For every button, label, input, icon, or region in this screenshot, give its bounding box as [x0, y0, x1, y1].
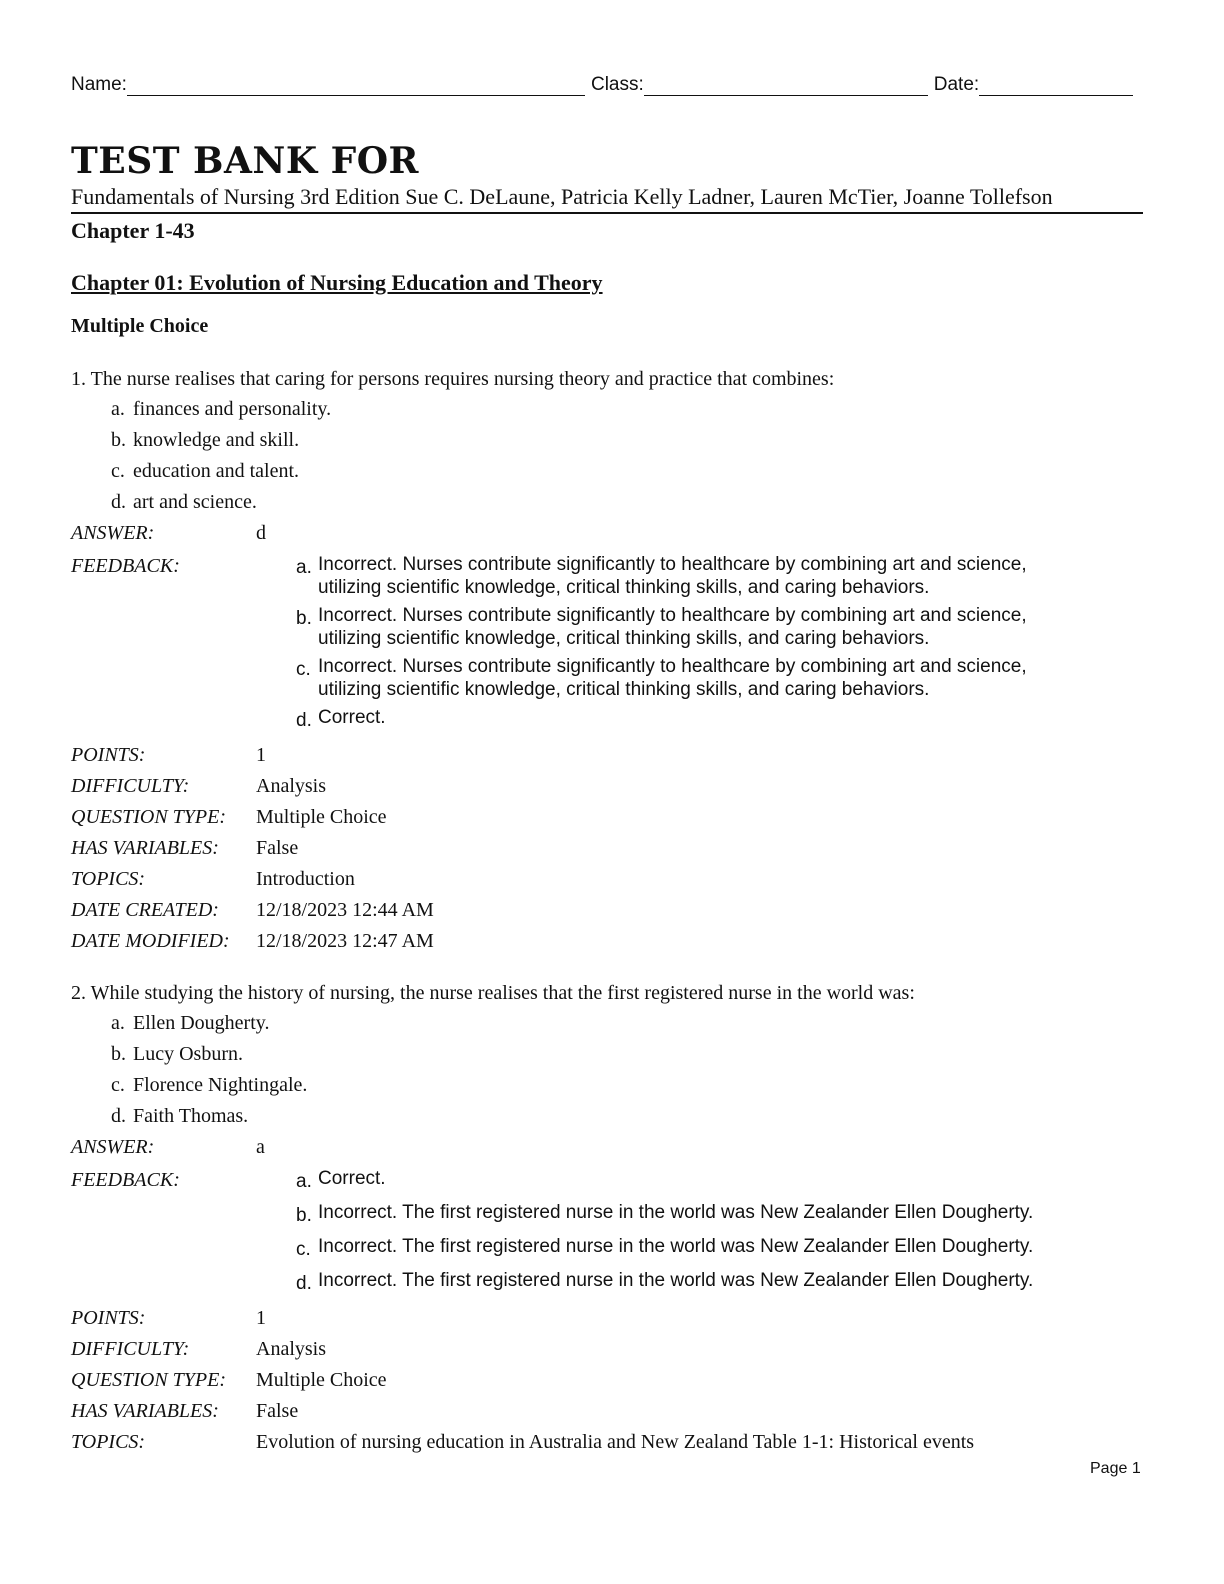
option-letter: c.	[111, 460, 125, 482]
points-label: POINTS:	[71, 1307, 146, 1329]
feedback-text: Incorrect. The first registered nurse in the world was New Zealander Ellen Dougherty.	[318, 1270, 1034, 1291]
feedback-item	[296, 706, 1068, 732]
feedback-text: Incorrect. The first registered nurse in the world was New Zealander Ellen Dougherty.	[318, 1202, 1034, 1223]
date-created-label: DATE CREATED:	[71, 899, 219, 921]
option-c	[71, 1072, 1151, 1103]
points-value: 1	[256, 744, 266, 766]
feedback-row	[71, 1167, 1151, 1295]
feedback-text: Incorrect. Nurses contribute significantly to healthcare by combining art and science, utilizing scientific knowledge, critical thinking skills, and caring behaviors.	[318, 554, 1027, 598]
difficulty-row	[71, 773, 1151, 804]
option-text: Florence Nightingale.	[133, 1074, 308, 1096]
question-stem: 2. While studying the history of nursing, the nurse realises that the first registered nurse in the world was:	[71, 982, 915, 1004]
option-text: art and science.	[133, 491, 257, 513]
feedback-letter: d.	[296, 710, 312, 731]
has-variables-value: False	[256, 1400, 299, 1422]
feedback-item	[296, 553, 1068, 599]
points-row	[71, 742, 1151, 773]
points-value: 1	[256, 1307, 266, 1329]
option-a	[71, 396, 1151, 427]
option-letter: c.	[111, 1074, 125, 1096]
option-letter: b.	[111, 1043, 126, 1065]
option-text: education and talent.	[133, 460, 300, 482]
date-modified-value: 12/18/2023 12:47 AM	[256, 930, 434, 952]
book-subtitle: Fundamentals of Nursing 3rd Edition Sue C. DeLaune, Patricia Kelly Ladner, Lauren McTier, Joanne Tollefson	[71, 184, 1143, 214]
date-label: Date:	[933, 74, 980, 95]
option-letter: d.	[111, 491, 126, 513]
chapter-title: Chapter 01: Evolution of Nursing Education and Theory	[71, 270, 603, 295]
option-text: knowledge and skill.	[133, 429, 300, 451]
option-b	[71, 427, 1151, 458]
date-field[interactable]	[979, 73, 1133, 96]
option-letter: a.	[111, 1012, 125, 1034]
feedback-item	[296, 655, 1068, 701]
feedback-item	[296, 1269, 1138, 1295]
question-type-label: QUESTION TYPE:	[71, 1369, 227, 1391]
points-row	[71, 1305, 1151, 1336]
option-d	[71, 1103, 1151, 1134]
class-label: Class:	[590, 74, 644, 95]
topics-value: Introduction	[256, 868, 355, 890]
topics-row	[71, 866, 1151, 897]
feedback-label: FEEDBACK:	[71, 1169, 180, 1191]
difficulty-row	[71, 1336, 1151, 1367]
topics-value: Evolution of nursing education in Australia and New Zealand Table 1-1: Historical events	[256, 1431, 975, 1453]
feedback-letter: c.	[296, 659, 311, 680]
has-variables-label: HAS VARIABLES:	[71, 837, 219, 859]
feedback-letter: a.	[296, 1171, 312, 1192]
answer-row	[71, 1134, 1151, 1165]
question-type-value: Multiple Choice	[256, 806, 387, 828]
option-text: Ellen Dougherty.	[133, 1012, 270, 1034]
feedback-letter: a.	[296, 557, 312, 578]
feedback-item	[296, 1201, 1138, 1227]
has-variables-row	[71, 835, 1151, 866]
date-created-value: 12/18/2023 12:44 AM	[256, 899, 434, 921]
difficulty-value: Analysis	[256, 1338, 326, 1360]
feedback-text: Correct.	[318, 1168, 386, 1189]
option-text: Lucy Osburn.	[133, 1043, 243, 1065]
date-modified-label: DATE MODIFIED:	[71, 930, 230, 952]
points-label: POINTS:	[71, 744, 146, 766]
question-type-value: Multiple Choice	[256, 1369, 387, 1391]
header-fields	[71, 70, 1141, 96]
question-2	[71, 980, 1151, 1460]
feedback-item	[296, 1167, 1138, 1193]
option-letter: a.	[111, 398, 125, 420]
feedback-list	[256, 553, 1068, 732]
name-label: Name:	[71, 74, 127, 95]
option-text: finances and personality.	[133, 398, 332, 420]
topics-label: TOPICS:	[71, 868, 146, 890]
feedback-text: Incorrect. Nurses contribute significantly to healthcare by combining art and science, utilizing scientific knowledge, critical thinking skills, and caring behaviors.	[318, 605, 1027, 649]
difficulty-label: DIFFICULTY:	[71, 775, 190, 797]
option-letter: b.	[111, 429, 126, 451]
option-c	[71, 458, 1151, 489]
option-d	[71, 489, 1151, 520]
answer-label: ANSWER:	[71, 1136, 155, 1158]
feedback-text: Incorrect. Nurses contribute significantly to healthcare by combining art and science, utilizing scientific knowledge, critical thinking skills, and caring behaviors.	[318, 656, 1027, 700]
has-variables-row	[71, 1398, 1151, 1429]
feedback-row	[71, 553, 1151, 732]
option-a	[71, 1010, 1151, 1041]
question-stem: 1. The nurse realises that caring for persons requires nursing theory and practice that combines:	[71, 368, 835, 390]
page-title: TEST BANK FOR	[71, 140, 419, 182]
feedback-letter: b.	[296, 608, 312, 629]
question-type-label: QUESTION TYPE:	[71, 806, 227, 828]
feedback-text: Incorrect. The first registered nurse in the world was New Zealander Ellen Dougherty.	[318, 1236, 1034, 1257]
has-variables-value: False	[256, 837, 299, 859]
class-field[interactable]	[644, 73, 928, 96]
date-created-row	[71, 897, 1151, 928]
option-letter: d.	[111, 1105, 126, 1127]
difficulty-value: Analysis	[256, 775, 326, 797]
answer-value: a	[256, 1136, 265, 1158]
chapter-range: Chapter 1-43	[71, 218, 195, 243]
feedback-label: FEEDBACK:	[71, 555, 180, 577]
topics-label: TOPICS:	[71, 1431, 146, 1453]
option-text: Faith Thomas.	[133, 1105, 249, 1127]
feedback-letter: d.	[296, 1273, 312, 1294]
answer-row	[71, 520, 1151, 551]
feedback-letter: c.	[296, 1239, 311, 1260]
has-variables-label: HAS VARIABLES:	[71, 1400, 219, 1422]
date-modified-row	[71, 928, 1151, 959]
name-field[interactable]	[127, 73, 585, 96]
feedback-text: Correct.	[318, 707, 386, 728]
feedback-item	[296, 1235, 1138, 1261]
answer-value: d	[256, 522, 266, 544]
option-b	[71, 1041, 1151, 1072]
page-number: Page 1	[1090, 1460, 1141, 1477]
topics-row	[71, 1429, 1151, 1460]
feedback-item	[296, 604, 1068, 650]
section-title: Multiple Choice	[71, 315, 209, 337]
feedback-letter: b.	[296, 1205, 312, 1226]
feedback-list	[256, 1167, 1138, 1295]
question-type-row	[71, 804, 1151, 835]
question-type-row	[71, 1367, 1151, 1398]
question-1	[71, 366, 1151, 959]
difficulty-label: DIFFICULTY:	[71, 1338, 190, 1360]
answer-label: ANSWER:	[71, 522, 155, 544]
